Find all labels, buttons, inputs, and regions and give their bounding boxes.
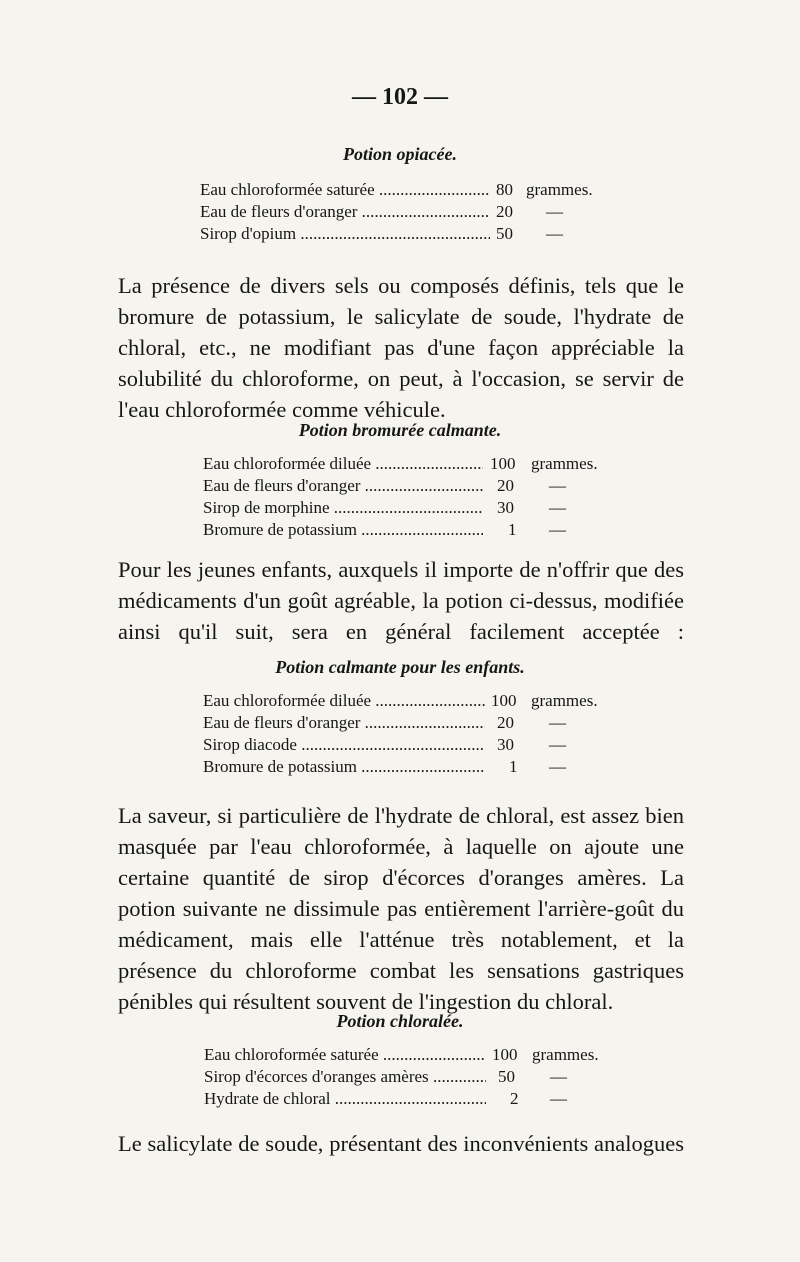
ingredient-unit: — bbox=[550, 1089, 567, 1108]
ingredient-name: Eau chloroformée saturée ..... bbox=[204, 1044, 486, 1066]
ingredient-row bbox=[200, 223, 600, 245]
ingredient-unit: — bbox=[549, 713, 566, 732]
ingredient-qty: 50 bbox=[496, 224, 513, 243]
ingredient-qty: 30 bbox=[497, 498, 514, 517]
ingredient-unit: — bbox=[549, 735, 566, 754]
recipe-chloralee bbox=[204, 1044, 604, 1110]
ingredient-qty: 1 bbox=[508, 520, 517, 539]
ingredient-unit: grammes. bbox=[526, 180, 593, 199]
ingredient-row bbox=[203, 756, 603, 778]
ingredient-row bbox=[203, 475, 603, 497]
ingredient-row bbox=[204, 1044, 604, 1066]
ingredient-qty: 30 bbox=[497, 735, 514, 754]
page-number: — 102 — bbox=[352, 84, 448, 110]
ingredient-name: Eau de fleurs d'oranger ..... bbox=[203, 712, 485, 734]
ingredient-name: Hydrate de chloral ..... bbox=[204, 1088, 486, 1110]
recipe-title-chloralee: Potion chloralée. bbox=[336, 1011, 464, 1031]
ingredient-unit: — bbox=[550, 1067, 567, 1086]
ingredient-row bbox=[204, 1088, 604, 1110]
ingredient-qty: 100 bbox=[491, 691, 517, 710]
ingredient-name: Eau de fleurs d'oranger ..... bbox=[200, 201, 490, 223]
recipe-title-enfants: Potion calmante pour les enfants. bbox=[275, 657, 525, 677]
ingredient-name: Eau chloroformée diluée ..... bbox=[203, 453, 483, 475]
ingredient-row bbox=[204, 1066, 604, 1088]
ingredient-name: Sirop diacode ..... bbox=[203, 734, 485, 756]
ingredient-row bbox=[203, 497, 603, 519]
ingredient-row bbox=[203, 712, 603, 734]
ingredient-row bbox=[203, 519, 603, 541]
ingredient-unit: — bbox=[549, 757, 566, 776]
ingredient-qty: 2 bbox=[510, 1089, 519, 1108]
recipe-title-opiacee: Potion opiacée. bbox=[343, 144, 457, 164]
paragraph-2: Pour les jeunes enfants, auxquels il importe de n'offrir que des médicaments d'un goût agréable, la potion ci-dessus, modifiée ainsi qu'il suit, sera en général facilement acceptée : bbox=[118, 557, 684, 644]
ingredient-qty: 80 bbox=[496, 180, 513, 199]
ingredient-qty: 20 bbox=[496, 202, 513, 221]
recipe-opiacee bbox=[200, 179, 600, 245]
ingredient-name: Sirop d'écorces d'oranges amères ..... bbox=[204, 1066, 486, 1088]
ingredient-name: Eau chloroformée saturée ..... bbox=[200, 179, 490, 201]
ingredient-qty: 50 bbox=[498, 1067, 515, 1086]
ingredient-unit: grammes. bbox=[532, 1045, 599, 1064]
ingredient-row bbox=[200, 201, 600, 223]
paragraph-1: La présence de divers sels ou composés définis, tels que le bromure de potassium, le salicylate de soude, l'hydrate de chloral, etc., ne modifiant pas d'une façon appréciable la solubilité du chloroforme, on peut, à l'occasion, se servir de l'eau chloroformée comme véhicule. bbox=[118, 273, 684, 422]
recipe-title-bromuree: Potion bromurée calmante. bbox=[298, 420, 502, 440]
ingredient-name: Eau chloroformée diluée ..... bbox=[203, 690, 485, 712]
ingredient-row bbox=[200, 179, 600, 201]
ingredient-unit: — bbox=[546, 202, 563, 221]
ingredient-unit: — bbox=[546, 224, 563, 243]
ingredient-unit: grammes. bbox=[531, 691, 598, 710]
ingredient-qty: 100 bbox=[492, 1045, 518, 1064]
ingredient-qty: 1 bbox=[509, 757, 518, 776]
ingredient-qty: 20 bbox=[497, 476, 514, 495]
ingredient-unit: — bbox=[549, 498, 566, 517]
paragraph-3: La saveur, si particulière de l'hydrate de chloral, est assez bien masquée par l'eau chloroformée, à laquelle on ajoute une certaine quantité de sirop d'écorces d'oranges amères. La potion suivante ne dissimule pas entièrement l'arrière-goût du médicament, mais elle l'atténue très notablement, et la présence du chloroforme combat les sensations gastriques pénibles qui résultent souvent de l'ingestion du chloral. bbox=[118, 803, 684, 1014]
recipe-enfants bbox=[203, 690, 603, 778]
ingredient-unit: — bbox=[549, 476, 566, 495]
ingredient-name: Bromure de potassium ..... bbox=[203, 756, 485, 778]
ingredient-qty: 100 bbox=[490, 454, 516, 473]
ingredient-row bbox=[203, 690, 603, 712]
ingredient-qty: 20 bbox=[497, 713, 514, 732]
ingredient-name: Sirop de morphine ..... bbox=[203, 497, 483, 519]
recipe-bromuree bbox=[203, 453, 603, 541]
ingredient-name: Bromure de potassium ..... bbox=[203, 519, 483, 541]
ingredient-row bbox=[203, 453, 603, 475]
ingredient-name: Eau de fleurs d'oranger ..... bbox=[203, 475, 483, 497]
ingredient-row bbox=[203, 734, 603, 756]
ingredient-name: Sirop d'opium ..... bbox=[200, 223, 490, 245]
ingredient-unit: — bbox=[549, 520, 566, 539]
paragraph-4: Le salicylate de soude, présentant des inconvénients analogues bbox=[118, 1131, 684, 1156]
ingredient-unit: grammes. bbox=[531, 454, 598, 473]
